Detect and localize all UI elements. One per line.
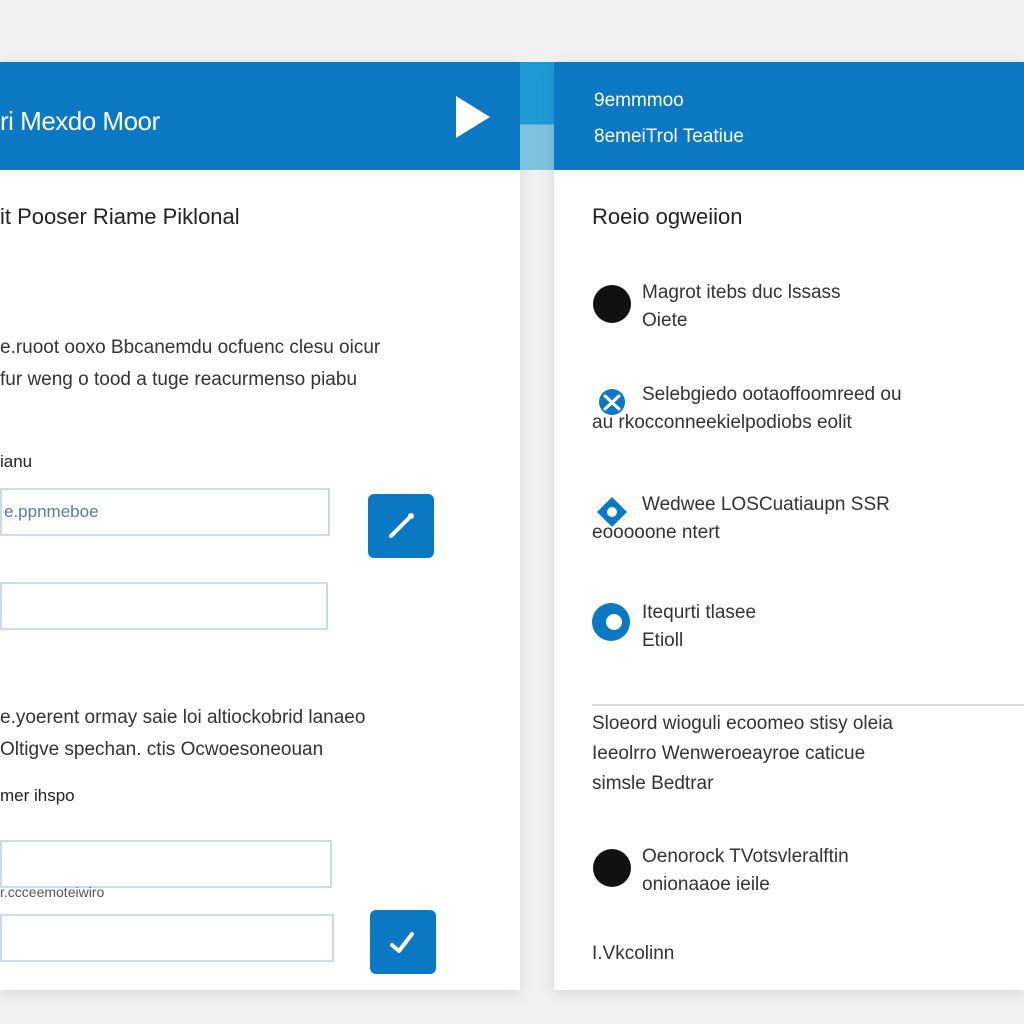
left-intro-line-2: fur weng o tood a tuge reacurmenso piabu: [0, 369, 358, 390]
left-mid-line-1: e.yoerent ormay saie loi altiockobrid lanaeo: [0, 707, 366, 728]
right-section-title: Roeio ogweiion: [592, 204, 743, 229]
feature-title: Selebgiedo ootaoffoomreed ou: [642, 384, 902, 405]
left-intro-line-1: e.ruoot ooxo Bbcanemdu ocfuenc clesu oicur: [0, 337, 381, 358]
right-para-line-1: Sloeord wioguli ecoomeo stisy oleia: [592, 713, 893, 734]
field-label-1: ianu: [0, 452, 33, 471]
feature-title: Oenorock TVotsvleralftin: [642, 846, 849, 867]
left-section-title: it Pooser Riame Piklonal: [0, 204, 240, 229]
feature-title: Magrot itebs duc lssass: [642, 282, 841, 303]
text-input-4[interactable]: [0, 914, 334, 962]
text-input-2[interactable]: [0, 582, 328, 630]
right-panel-header: [554, 62, 1024, 170]
left-panel-header: [0, 62, 520, 170]
text-input-3[interactable]: [0, 840, 332, 888]
field-hint: r.ccceemoteiwiro: [0, 884, 105, 900]
right-para-line-2: Ieeolrro Wenweroeayroe caticue: [592, 743, 866, 764]
section-divider: [592, 704, 1024, 706]
feature-subtitle: Oiete: [642, 310, 688, 331]
right-panel: [554, 62, 1024, 990]
next-button[interactable]: [450, 94, 496, 140]
edit-button-1[interactable]: [368, 494, 434, 558]
dot-icon: [592, 848, 632, 888]
field-label-2: mer ihspo: [0, 786, 75, 805]
feature-title: Wedwee LOSCuatiaupn SSR: [642, 494, 890, 515]
right-header-line-1: 9emmmoo: [594, 90, 684, 111]
feature-subtitle: Etioll: [642, 630, 684, 651]
ring-icon: [592, 602, 632, 642]
dot-icon: [592, 284, 632, 324]
right-header-line-2: 8emeiTrol Teatiue: [594, 126, 744, 147]
text-input-1[interactable]: [0, 488, 330, 536]
feature-subtitle: eooooone ntert: [592, 522, 720, 543]
pencil-icon: [384, 509, 418, 543]
right-footer-text: I.Vkcolinn: [592, 943, 675, 964]
feature-subtitle: au rkocconneekielpodiobs eolit: [592, 412, 852, 433]
feature-title: Itequrti tlasee: [642, 602, 757, 623]
panel-divider-strip: [520, 62, 554, 170]
left-mid-line-2: Oltigve spechan. ctis Ocwoesoneouan: [0, 739, 324, 760]
feature-subtitle: onionaaoe ieile: [642, 874, 770, 895]
left-header-title: ri Mexdo Moor: [0, 106, 160, 136]
left-panel: [0, 62, 520, 990]
confirm-button[interactable]: [370, 910, 436, 974]
play-arrow-icon: [450, 94, 496, 140]
right-para-line-3: simsle Bedtrar: [592, 773, 714, 794]
check-arrow-icon: [386, 925, 420, 959]
